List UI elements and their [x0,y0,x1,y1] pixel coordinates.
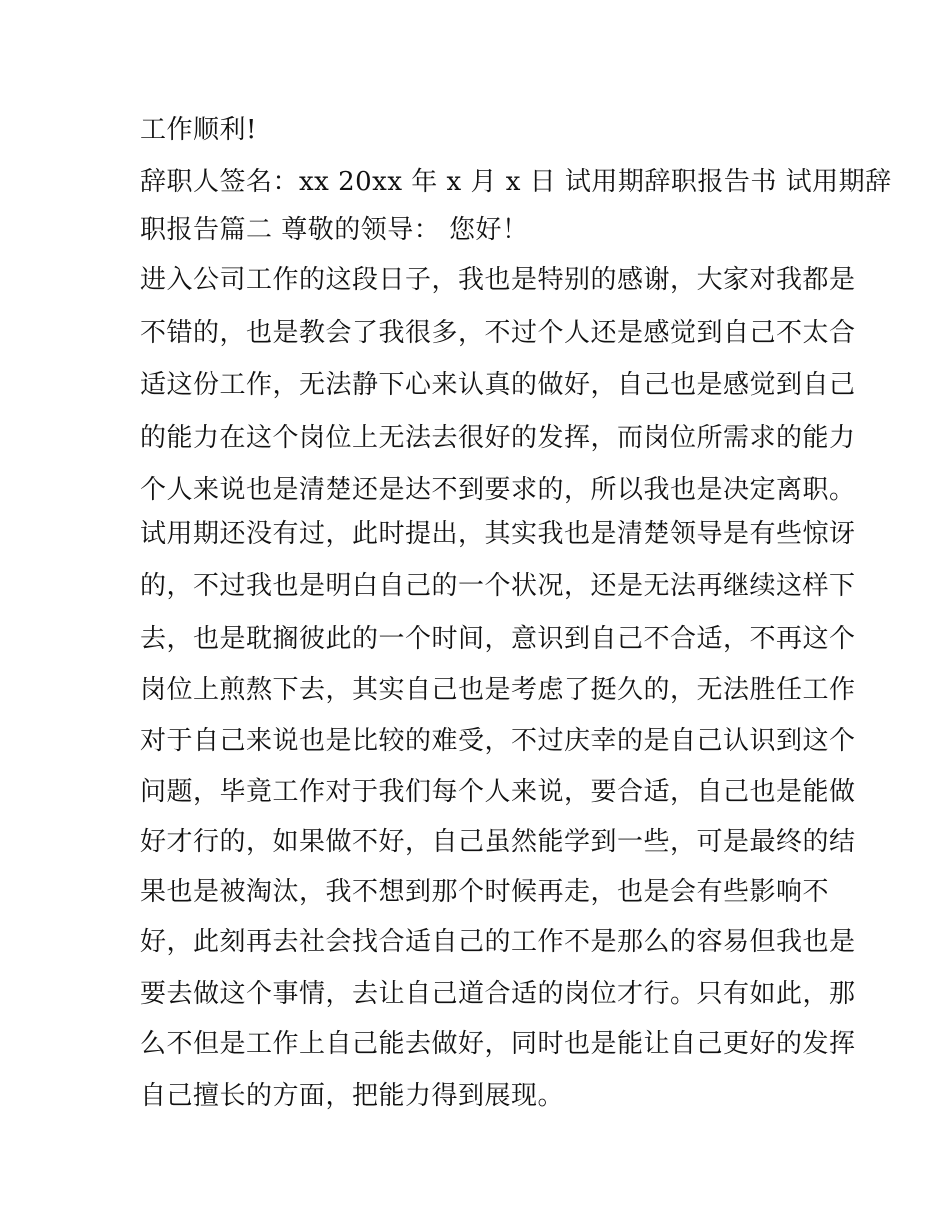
text-line: 要去做这个事情，去让自己道合适的岗位才行。只有如此，那 [140,979,856,1009]
text-line-signature: 辞职人签名：xx 20xx 年 x 月 x 日 试用期辞职报告书 试用期辞 [140,167,892,197]
text-line-closing: 工作顺利! [140,115,257,145]
text-line: 的，不过我也是明白自己的一个状况，还是无法再继续这样下 [140,571,856,601]
text-line: 适这份工作，无法静下心来认真的做好，自己也是感觉到自己 [140,370,856,400]
text-line: 么不但是工作上自己能去做好，同时也是能让自己更好的发挥 [140,1029,856,1059]
text-line: 试用期还没有过，此时提出，其实我也是清楚领导是有些惊讶 [140,519,856,549]
text-line-heading: 职报告篇二 尊敬的领导： 您好！ [140,215,529,245]
text-line: 去，也是耽搁彼此的一个时间，意识到自己不合适，不再这个 [140,624,856,654]
text-line: 好，此刻再去社会找合适自己的工作不是那么的容易但我也是 [140,927,856,957]
text-line: 果也是被淘汰，我不想到那个时候再走，也是会有些影响不 [140,877,830,907]
text-line: 的能力在这个岗位上无法去很好的发挥，而岗位所需求的能力 [140,423,856,453]
text-line: 自己擅长的方面，把能力得到展现。 [140,1081,565,1111]
text-line: 对于自己来说也是比较的难受，不过庆幸的是自己认识到这个 [140,726,856,756]
text-line: 好才行的，如果做不好，自己虽然能学到一些，可是最终的结 [140,827,856,857]
text-line: 问题，毕竟工作对于我们每个人来说，要合适，自己也是能做 [140,777,856,807]
text-line: 个人来说也是清楚还是达不到要求的，所以我也是决定离职。 [140,475,856,505]
text-line: 进入公司工作的这段日子，我也是特别的感谢，大家对我都是 [140,265,856,295]
text-line: 岗位上煎熬下去，其实自己也是考虑了挺久的，无法胜任工作 [140,675,856,705]
text-line: 不错的，也是教会了我很多，不过个人还是感觉到自己不太合 [140,318,856,348]
